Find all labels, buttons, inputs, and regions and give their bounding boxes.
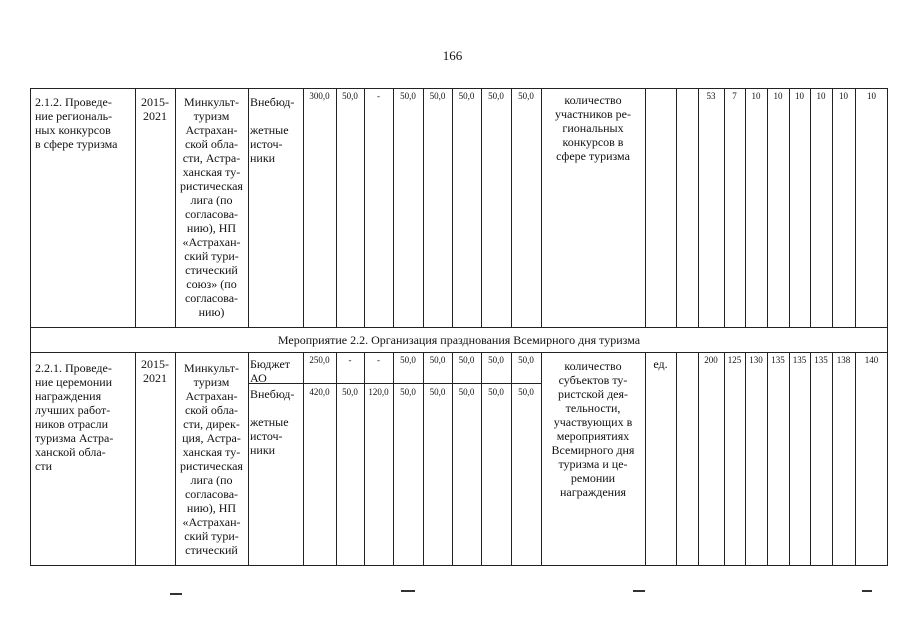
finance-2020: 50,0 — [488, 387, 504, 397]
finance-2018: 50,0 — [429, 355, 446, 365]
indicator-value: 130 — [749, 355, 763, 365]
indicator-name: количество участников ре- гиональных конкурсов в сфере туризма — [555, 93, 631, 163]
finance-2020: 50,0 — [488, 91, 504, 101]
indicator-value: 53 — [706, 91, 716, 101]
grid-row-1 — [31, 89, 887, 327]
finance-total: 420,0 — [309, 387, 330, 397]
indicator-value: 7 — [732, 91, 737, 101]
finance-2016: 120,0 — [368, 387, 389, 397]
activity-name: 2.2.1. Проведе- ние церемонии награждения лучших работ- ников отрасли туризма Астра- ханской обла- сти — [35, 361, 114, 473]
period: 2015- 2021 — [141, 95, 169, 123]
finance-2015: - — [348, 355, 352, 365]
indicator-name: количество субъектов ту- ристской дея- тельности, участвующих в мероприятиях Всемирного дня туризма и це- ремонии награждения — [551, 359, 635, 499]
indicator-value: 200 — [704, 355, 718, 365]
finance-2018: 50,0 — [429, 91, 446, 101]
executor: Минкульт- туризм Астрахан- ской обла- сти, дирек- ция, Астра- ханская ту- ристическая лига (по согласова- нию), НП «Астрахан- ский тури- стический — [180, 361, 243, 557]
indicator-value: 10 — [867, 91, 876, 101]
period: 2015- 2021 — [141, 357, 169, 385]
section-heading-row — [31, 327, 887, 353]
scan-mark — [862, 590, 872, 592]
finance-2015: 50,0 — [342, 91, 358, 101]
finance-2015: 50,0 — [342, 387, 358, 397]
program-table — [30, 88, 888, 566]
funding-source-budget: Бюджет АО — [250, 357, 291, 385]
finance-2016: - — [377, 91, 380, 101]
finance-2016: - — [377, 355, 380, 365]
grid-row-2 — [31, 353, 887, 566]
scan-mark — [170, 593, 182, 595]
finance-total: 250,0 — [309, 355, 330, 365]
finance-2017: 50,0 — [400, 91, 416, 101]
indicator-value: 138 — [836, 355, 851, 365]
finance-2017: 50,0 — [400, 387, 416, 397]
page-number: 166 — [442, 48, 463, 63]
scan-mark — [401, 590, 415, 592]
scan-mark — [633, 590, 645, 592]
indicator-value: 10 — [795, 91, 804, 101]
finance-2019: 50,0 — [458, 355, 475, 365]
finance-2020: 50,0 — [488, 355, 504, 365]
activity-name: 2.1.2. Проведе- ние региональ- ных конкурсов в сфере туризма — [35, 95, 118, 151]
indicator-value: 10 — [751, 91, 761, 101]
funding-source-extrabudget: Внебюд- жетные источ- ники — [250, 387, 295, 457]
indicator-value: 135 — [771, 355, 785, 365]
indicator-value: 10 — [816, 91, 826, 101]
finance-2019: 50,0 — [458, 91, 475, 101]
finance-2021: 50,0 — [518, 91, 534, 101]
finance-total: 300,0 — [309, 91, 330, 101]
finance-2019: 50,0 — [458, 387, 475, 397]
indicator-unit: ед. — [653, 357, 668, 371]
indicator-value: 135 — [814, 355, 828, 365]
indicator-value: 140 — [864, 355, 879, 365]
finance-2021: 50,0 — [518, 355, 534, 365]
executor: Минкульт- туризм Астрахан- ской обла- сти, Астра- ханская ту- ристическая лига (по согласова- нию), НП «Астрахан- ский тури- стический союз» (по согласова- нию) — [180, 95, 243, 319]
funding-source: Внебюд- жетные источ- ники — [250, 95, 295, 165]
finance-2018: 50,0 — [429, 387, 446, 397]
section-heading: Мероприятие 2.2. Организация празднования Всемирного дня туризма — [277, 333, 641, 347]
indicator-value: 10 — [839, 91, 848, 101]
finance-2017: 50,0 — [400, 355, 416, 365]
indicator-value: 125 — [727, 355, 742, 365]
finance-2021: 50,0 — [518, 387, 534, 397]
indicator-value: 135 — [792, 355, 807, 365]
indicator-value: 10 — [773, 91, 783, 101]
